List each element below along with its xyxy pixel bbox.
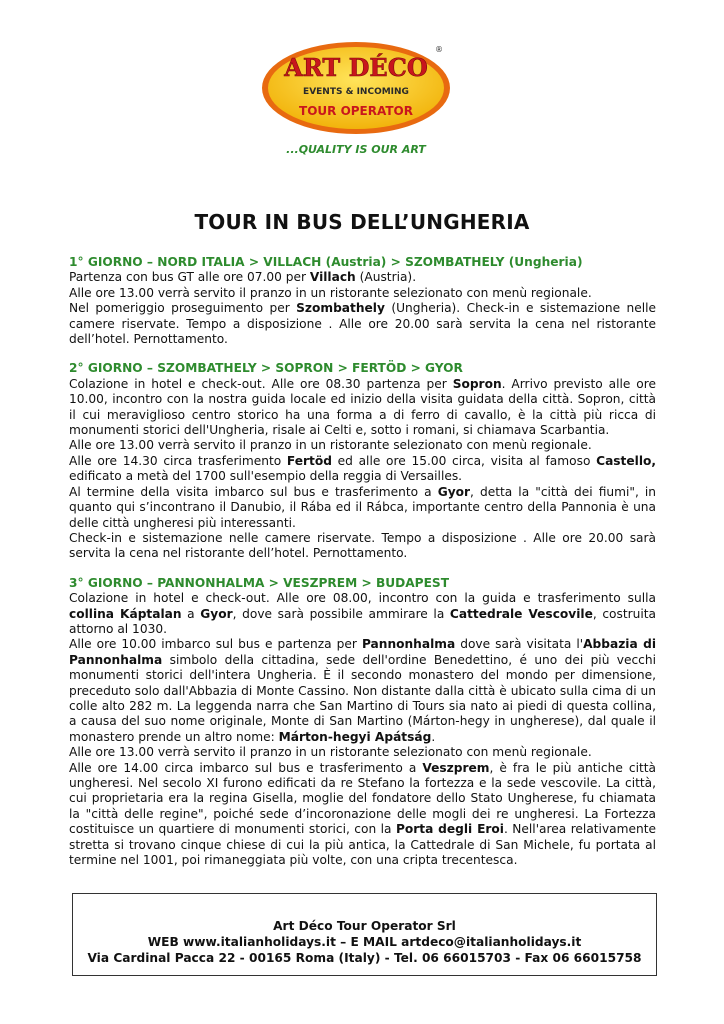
bold-text: Villach — [309, 270, 356, 285]
logo-brand: ART DÉCO — [284, 53, 428, 82]
bold-text: Fertöd — [286, 453, 332, 468]
text-segment: , è fra le più antiche città ungheresi. Nel secolo XI furono edificati da re Stefano la fortezza e la sede vescovile. La città, cui proprietaria era la regina Gisella, moglie del fondatore dello Stato Ungherese, fu chiamata la "città delle regine", poiché sede d’incoronazione delle mogli dei re ungheresi. La Fortezza costituisce un quartiere di monumenti storici, con la — [69, 760, 656, 837]
logo-tagline: ...QUALITY IS OUR ART — [286, 143, 426, 156]
day-heading: 1° GIORNO – NORD ITALIA > VILLACH (Austria) > SZOMBATHELY (Ungheria) — [69, 255, 583, 269]
day-paragraph — [69, 270, 656, 285]
day-section — [69, 255, 656, 347]
text-segment: Alle ore 10.00 imbarco sul bus e partenza per — [69, 637, 362, 652]
company-logo — [258, 40, 454, 158]
text-segment: Alle ore 14.30 circa trasferimento — [69, 453, 287, 468]
footer-company: Art Déco Tour Operator Srl — [273, 919, 456, 933]
day-section — [69, 361, 656, 561]
day-paragraph — [69, 485, 656, 531]
bold-text: Cattedrale Vescovile — [449, 606, 593, 621]
logo-line1: EVENTS & INCOMING — [303, 87, 409, 97]
bold-text: Gyor — [437, 484, 471, 499]
text-segment: a — [181, 606, 201, 621]
day-paragraph — [69, 531, 656, 562]
day-heading: 3° GIORNO – PANNONHALMA > VESZPREM > BUDAPEST — [69, 575, 450, 590]
day-paragraph — [69, 637, 656, 745]
text-segment: Alle ore 13.00 verrà servito il pranzo in un ristorante selezionato con menù regionale. — [69, 438, 592, 453]
text-segment: edificato a metà del 1700 sull'esempio della reggia di Versailles. — [69, 469, 463, 484]
text-segment: ed alle ore 15.00 circa, visita al famoso — [331, 453, 597, 468]
text-segment: , costruita attorno al 1030. — [69, 606, 657, 636]
text-segment: Nel pomeriggio proseguimento per — [69, 301, 297, 316]
text-segment: . Nell'area relativamente stretta si trovano cinque chiese di cui la più antica, la Cattedrale di San Michele, fu portata al termine nel 1001, poi rimaneggiata più volte, con una cripta trecentesca. — [69, 822, 657, 868]
bold-text: Pannonhalma — [361, 637, 456, 652]
logo-line2: TOUR OPERATOR — [299, 104, 413, 118]
day-section — [69, 576, 656, 869]
text-segment: (Ungheria). Check-in e sistemazione nelle camere riservate. Tempo a disposizione . Alle ore 20.00 sarà servita la cena nel ristorante dell’hotel. Pernottamento. — [69, 301, 656, 347]
text-segment: simbolo della cittadina, sede dell'ordine Benedettino, é uno dei più vecchi monumenti storici dell'intera Ungheria. È il secondo monastero del mondo per dimensione, preceduto solo dall'Abbazia di Monte Cassino. Non distante dalla città è ubicato sulla cima di un colle alto 282 m. La leggenda narra che San Martino di Tours sia nato ai piedi di questa collina, a causa del suo nome originale, Monte di San Martino (Márton-hegy in ungherese), dal quale il monastero prende un altro nome: — [69, 652, 656, 744]
bold-text: Szombathely — [296, 301, 385, 316]
bold-text: Veszprem — [422, 760, 490, 775]
bold-text: Gyor — [200, 606, 233, 621]
text-segment: . — [431, 729, 436, 744]
bold-text: collina Káptalan — [69, 606, 182, 621]
text-segment: Partenza con bus GT alle ore 07.00 per — [69, 270, 310, 285]
day-heading: 2° GIORNO – SZOMBATHELY > SOPRON > FERTÖD > GYOR — [69, 361, 463, 376]
text-segment: Alle ore 14.00 circa imbarco sul bus e trasferimento a — [69, 760, 423, 775]
itinerary-content — [69, 255, 656, 882]
day-paragraph — [69, 761, 656, 869]
bold-text: Abbazia di Pannonhalma — [69, 637, 656, 667]
text-segment: Check-in e sistemazione nelle camere riservate. Tempo a disposizione . Alle ore 20.00 sarà servita la cena nel ristorante dell’hotel. Pernottamento. — [69, 530, 656, 561]
text-segment: , detta la "città dei fiumi", in quanto qui s’incontrano il Danubio, il Rába ed il Rábca, importante centro della Pannonia è una delle città ungheresi più interessanti. — [69, 484, 657, 530]
bold-text: Márton-hegyi Apátság — [278, 729, 432, 744]
day-paragraph — [69, 438, 656, 453]
text-segment: dove sarà visitata l' — [455, 637, 584, 652]
day-paragraph — [69, 745, 656, 760]
text-segment: Alle ore 13.00 verrà servito il pranzo in un ristorante selezionato con menù regionale. — [69, 745, 592, 760]
text-segment: Al termine della visita imbarco sul bus e trasferimento a — [69, 484, 438, 499]
bold-text: Porta degli Eroi — [395, 822, 504, 837]
text-segment: Colazione in hotel e check-out. Alle ore 08.00, incontro con la guida e trasferimento sulla — [69, 591, 656, 606]
day-paragraph — [69, 377, 656, 439]
text-segment: Colazione in hotel e check-out. Alle ore 08.30 partenza per — [69, 376, 453, 391]
day-paragraph — [69, 286, 656, 301]
bold-text: Sopron — [452, 376, 502, 391]
footer-contacts: WEB www.italianholidays.it – E MAIL artdeco@italianholidays.it — [147, 935, 582, 949]
page-title: TOUR IN BUS DELL’UNGHERIA — [194, 210, 530, 234]
footer-address: Via Cardinal Pacca 22 - 00165 Roma (Italy) - Tel. 06 66015703 - Fax 06 66015758 — [87, 951, 642, 965]
footer-box — [72, 893, 657, 976]
text-segment: Alle ore 13.00 verrà servito il pranzo in un ristorante selezionato con menù regionale. — [69, 285, 592, 300]
text-segment: . Arrivo previsto alle ore 10.00, incontro con la nostra guida locale ed inizio della visita guidata della città. Sopron, città il cui meraviglioso centro storico ha una forma a di ferro di cavallo, è la città più ricca di monumenti storici dell'Ungheria, risale ai Celti e, sotto i romani, si chiamava Scarbantia. — [69, 376, 657, 438]
text-segment: , dove sarà possibile ammirare la — [232, 606, 450, 621]
day-paragraph — [69, 591, 656, 637]
registered-mark: ® — [435, 45, 443, 54]
day-paragraph — [69, 454, 656, 485]
text-segment: (Austria). — [355, 270, 417, 285]
bold-text: Castello, — [596, 453, 656, 468]
day-paragraph — [69, 301, 656, 347]
